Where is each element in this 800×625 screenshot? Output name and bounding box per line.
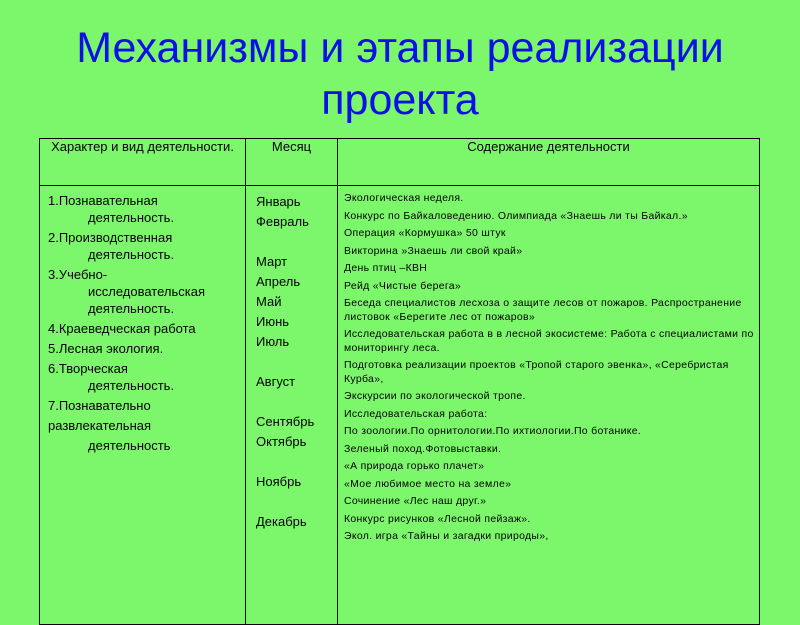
month-item: Октябрь	[256, 434, 307, 449]
header-kind: Характер и вид деятельности.	[40, 139, 246, 186]
kind-item	[48, 360, 245, 394]
activity-item: Операция «Кормушка» 50 штук	[344, 227, 506, 239]
activity-item: Зеленый поход.Фотовыставки.	[344, 442, 502, 455]
month-item: Июнь	[256, 314, 290, 329]
kind-line: 1.Познавательная	[48, 193, 158, 208]
months-cell	[246, 186, 338, 625]
activity-item: Беседа специалистов лесхоза о защите лесов от пожаров. Распространение листовок «Берегите лес от пожаров»	[344, 297, 742, 323]
month-item: Май	[256, 294, 282, 309]
kind-line: 2.Производственная	[48, 230, 173, 245]
activity-item: Экол. игра «Тайны и загадки природы»,	[344, 530, 549, 542]
activity-item: Конкурс по Байкаловедению. Олимпиада «Знаешь ли ты Байкал.»	[344, 209, 688, 222]
month-item	[256, 392, 337, 412]
activity-item: Исследовательская работа:	[344, 407, 488, 420]
kind-item	[48, 417, 245, 434]
kind-line-indent: деятельность.	[88, 210, 175, 225]
activity-item: «Мое любимое место на земле»	[344, 477, 512, 490]
month-item: Сентябрь	[256, 414, 315, 429]
kind-line-indent: деятельность.	[88, 378, 175, 393]
activity-item: Рейд «Чистые берега»	[344, 279, 462, 292]
header-month: Месяц	[246, 139, 338, 186]
kind-line-indent: исследовательская деятельность.	[88, 284, 206, 316]
month-item: Апрель	[256, 274, 301, 289]
activity-item: Подготовка реализации проектов «Тропой старого эвенка», «Серебристая Курба»,	[344, 359, 729, 385]
month-item	[256, 352, 337, 372]
month-item: Январь	[256, 194, 301, 209]
activity-item: По зоологии.По орнитологии.По ихтиологии.По ботанике.	[344, 425, 642, 437]
month-item: Август	[256, 374, 296, 389]
kind-item	[48, 437, 245, 454]
kind-line: 6.Творческая	[48, 361, 128, 376]
kind-line-indent: деятельность	[88, 438, 171, 453]
table-row	[40, 186, 760, 625]
kind-item	[48, 192, 245, 226]
month-item: Февраль	[256, 214, 309, 229]
kinds-cell	[40, 186, 246, 625]
table-header-row	[40, 139, 760, 186]
month-item	[256, 492, 337, 512]
month-item: Ноябрь	[256, 474, 302, 489]
month-item	[256, 452, 337, 472]
kind-item	[48, 340, 245, 357]
activity-item: Экскурсии по экологической тропе.	[344, 390, 526, 402]
activity-item: Конкурс рисунков «Лесной пейзаж».	[344, 512, 531, 525]
month-item: Март	[256, 254, 288, 269]
kind-line: 7.Познавательно	[48, 398, 151, 413]
activity-item: Викторина »Знаешь ли свой край»	[344, 244, 523, 257]
kind-item	[48, 320, 245, 337]
kind-item	[48, 266, 245, 317]
kind-line-indent: деятельность.	[88, 247, 175, 262]
page-title: Механизмы и этапы реализации проекта	[76, 24, 724, 124]
activity-item: Сочинение «Лес наш друг.»	[344, 495, 487, 507]
kind-line: развлекательная	[48, 418, 152, 433]
month-item	[256, 232, 337, 252]
activities-cell	[338, 186, 760, 625]
activity-item: День птиц –КВН	[344, 262, 428, 274]
month-item: Июль	[256, 334, 290, 349]
kind-item	[48, 397, 245, 414]
header-content: Содержание деятельности	[338, 139, 760, 186]
activity-item: «А природа горько плачет»	[344, 460, 485, 472]
kind-item	[48, 229, 245, 263]
activity-item: Экологическая неделя.	[344, 192, 464, 204]
kind-line: 5.Лесная экология.	[48, 341, 164, 356]
month-item: Декабрь	[256, 514, 307, 529]
kind-line: 3.Учебно-	[48, 267, 108, 282]
kind-line: 4.Краеведческая работа	[48, 321, 196, 336]
activity-item: Исследовательская работа в в лесной экосистеме: Работа с специалистами по мониторингу леса.	[344, 328, 754, 354]
project-stages-table	[39, 138, 760, 625]
